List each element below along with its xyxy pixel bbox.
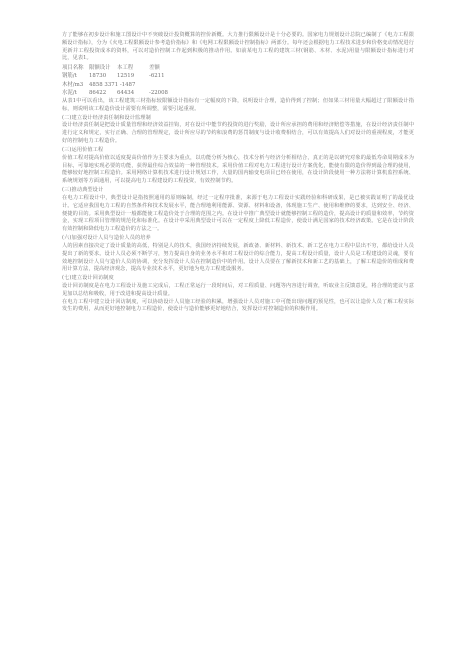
table-cell: -22008: [149, 89, 168, 96]
table-cell: [149, 81, 189, 89]
material-comparison-table: [62, 64, 414, 98]
section-paragraph: 在电力工程中建立设计回访制度，可以协助设计人员施工经验的积累，增强设计人员对施工中可能出现问题的预见性，也可以让造价人员了解工程实际发生的费用，从而更好地控制电力工程造价，使设计与造价能够更好地结合，发挥设计对控制造价的积极作用。: [62, 298, 414, 313]
table-row: [62, 81, 414, 89]
table-cell: 水泥/t: [62, 89, 77, 96]
section-paragraph: 设计回访制度是在电力工程设计及施工完成后，工程正常运行一段时间后，对工程质量、问题等内容进行调查，听取业主反馈意见，将合理的建议与意见加以总结和吸收，用于改进和提高设计质量。: [62, 283, 414, 297]
intro-paragraph: 方了能够在初步设计和施工图设计中不突破设计投资概算的控价新概。大力推行限额设计是十分必要的。国家电力规划设计总院已编制了《电力工程限额设计指标》，分为《火电工程限额设计参考造价指标》和《电网工程限额设计控制指标》两部分。每年还会根据电力工程技术进步和价格变动情况进行更新并工程投资成本的资料，可以对造价控制工作起到积极的推动作用。如前某电力工程的建筑三材(钢筋、木材、水泥)用量与限额设计指标进行对比，见表1。: [62, 32, 414, 62]
section-paragraph: 设计经济责任制是把设计质量管理和经济效益挂钩，对在设计中能节约投资的进行奖励，设计所应承担的费用和经济赔偿等措施，在设计经济责任制中进行定义和规定，实行正确、合理的管理规定，设计所应尽的节约和浪费的惩罚制度与设计收费相结合，可以有效提高人们对设计的重视程度，才能更好的控制电力工程造价。: [62, 122, 414, 144]
table-cell: 钢筋/t: [62, 73, 77, 80]
section-paragraph: 在电力工程设计中，典型设计是指按照通用的原则编制，经过一定程序批准，来源于电力工程设计实践经验和科研成果，是已被实践证明了的最优设计。它适应我国电力工程的自然条件和技术发展水平，能合理地利用能源、资源、材料和设备，体现施工生产、使用和维修的要求，达到安全、经济、便捷的目的。采用典型设计一般都能使工程造价处于合理的范围之内。在设计中推广典型设计就能够控制工程的造价，提高设计的质量和效率，节约资金，实现工程项目管理的规范化和标准化。在设计中采用典型设计可以在一定程度上降低工程造价，使设计满足国家的技术经济政策。它是在设计阶段有效控制和降低电力工程造价的方法之一。: [62, 194, 414, 233]
table-cell: [117, 81, 149, 89]
header-cell: 本工程: [117, 64, 134, 71]
section-paragraph: 价值工程对提高价值以适度提高价值作为主要求为重点，以功能分析为核心，技术分析与经济分析相结合，真正的是以研究对象的最低寿命周期成本为目标，可靠地实现必要的功能，获得最佳综合效益的一种管理技术。采用价值工程对电力工程进行设计方案优化，能使有限的造价得到最合理的使用，能够较好地控制工程造价。采用网络计算机技术进行设计规划工作，大量的国内输变电项目已经在使用，在设计阶段使用一种方法将计算机监控系统、系统规划等方面通用，可以提高电力工程建设的工程投资，有效控制节约。: [62, 154, 414, 185]
table-header-row: [62, 64, 414, 72]
table-conclusion-paragraph: 从表1中可以看出，该工程建筑三材指标较限额设计指标有一定幅度的下降，说明设计合理，造价得到了控制；但如果三材用量大幅超过了限额设计指标，则说明该工程造价设计需要有所调整，需要引起重视。: [62, 97, 414, 112]
section-heading: (二)建立设计经济责任制和设计监理制: [62, 114, 151, 121]
header-cell: 项目名称: [62, 64, 84, 71]
header-cell: 限额设计: [89, 64, 111, 71]
table-cell: 18730: [89, 73, 107, 80]
section-heading: (三)推动典型设计: [62, 187, 104, 194]
table-row: [62, 72, 414, 80]
table-cell: -6211: [149, 73, 165, 80]
header-cell: 差额: [149, 64, 160, 71]
section-heading: (六)加强对设计人员与造价人员的培养: [62, 235, 151, 242]
table-cell: 木材/m3: [62, 81, 84, 88]
section-heading: (三)运用价值工程: [62, 146, 104, 153]
section-heading: (七)建立设计回访制度: [62, 275, 114, 282]
section-paragraph: 人的因素直接决定了设计质量的高低，特别是人的技术，我国经济持续发展，新政备、新材料、新技术、新工艺在电力工程中层出不穷，都给设计人员提出了新的要求。设计人员必须不断学习，努力提高自身的业务水平和对工程设计的综合能力，提高工程设计质量，设计人员是工程建设的灵魂，要有效地控制设计人员与造价人员的协调，充分发挥设计人员在控制造价中的作用。设计人员要在了解新技术和新工艺的基础上，了解工程造价的组成和费用计算方法，提高经济观念，提高专业技术水平，更好地为电力工程建设服务。: [62, 242, 414, 273]
table-cell: 12519: [117, 73, 135, 80]
document-body: [62, 32, 414, 314]
table-row: [62, 89, 414, 97]
table-cell: 4858 3371 -1487: [89, 81, 136, 88]
table-cell: 64434: [117, 89, 135, 96]
table-cell: 86422: [89, 89, 107, 96]
